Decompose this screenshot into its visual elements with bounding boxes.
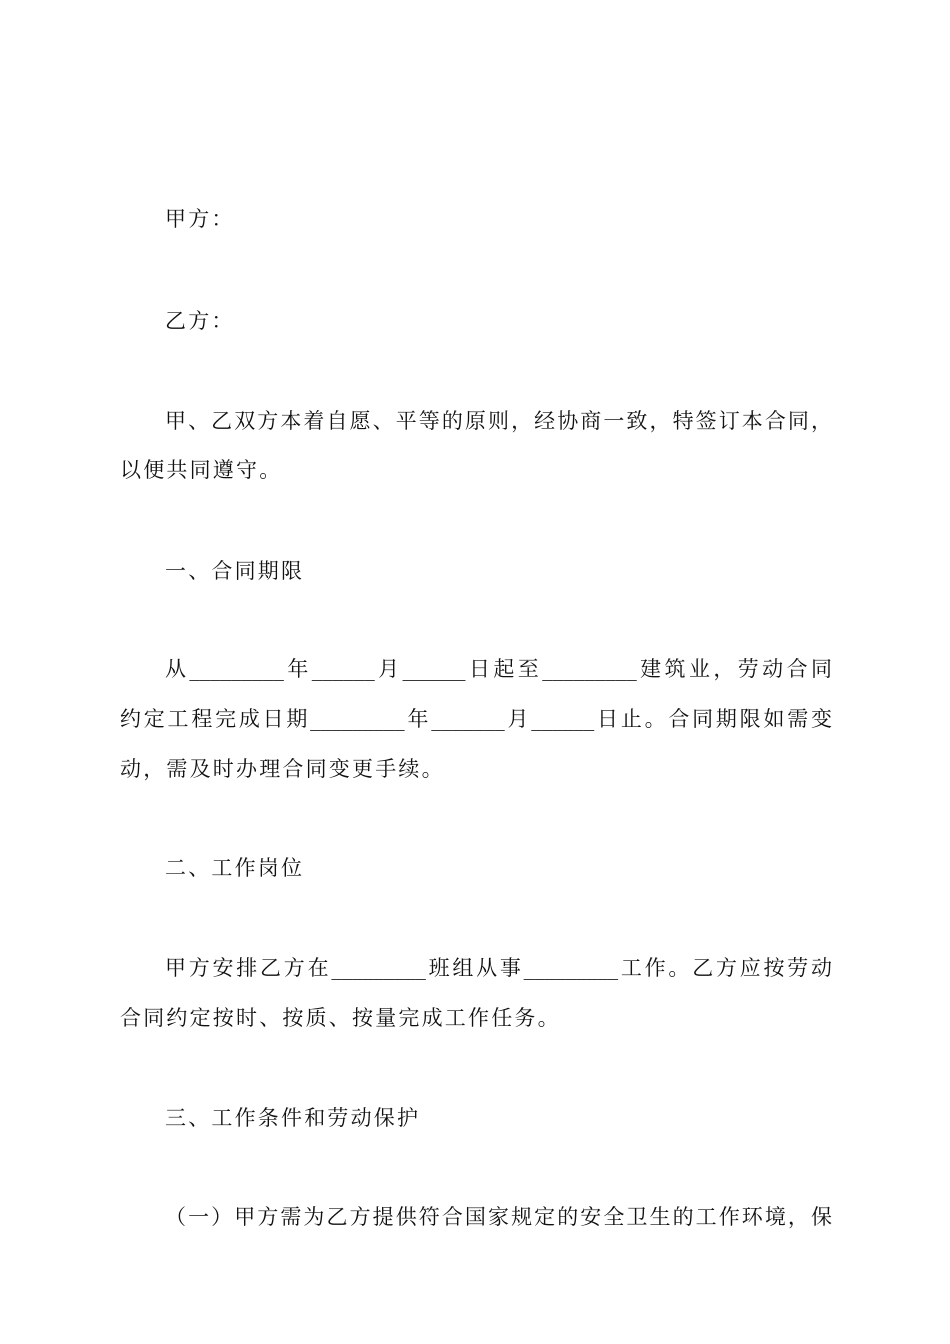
intro-paragraph-line-2: 以便共同遵守。 [120, 458, 283, 482]
section-1-line-2: 约定工程完成日期_________年_______月______日止。合同期限如需变 [120, 707, 832, 731]
party-b-label: 乙方： [165, 309, 235, 333]
section-2-heading: 二、工作岗位 [165, 856, 305, 880]
section-1-heading: 一、合同期限 [165, 559, 305, 583]
section-3-line-1: （一）甲方需为乙方提供符合国家规定的安全卫生的工作环境，保 [165, 1205, 832, 1229]
party-a-label: 甲方： [165, 207, 235, 231]
section-1-line-3: 动，需及时办理合同变更手续。 [120, 757, 445, 781]
section-1-line-1: 从_________年______月______日起至_________建筑业，劳动合同 [165, 657, 832, 681]
section-2-line-2: 合同约定按时、按质、按量完成工作任务。 [120, 1006, 561, 1030]
intro-paragraph-line-1: 甲、乙双方本着自愿、平等的原则，经协商一致，特签订本合同， [165, 409, 832, 433]
section-2-line-1: 甲方安排乙方在_________班组从事_________工作。乙方应按劳动 [165, 956, 832, 980]
section-3-heading: 三、工作条件和劳动保护 [165, 1106, 421, 1130]
